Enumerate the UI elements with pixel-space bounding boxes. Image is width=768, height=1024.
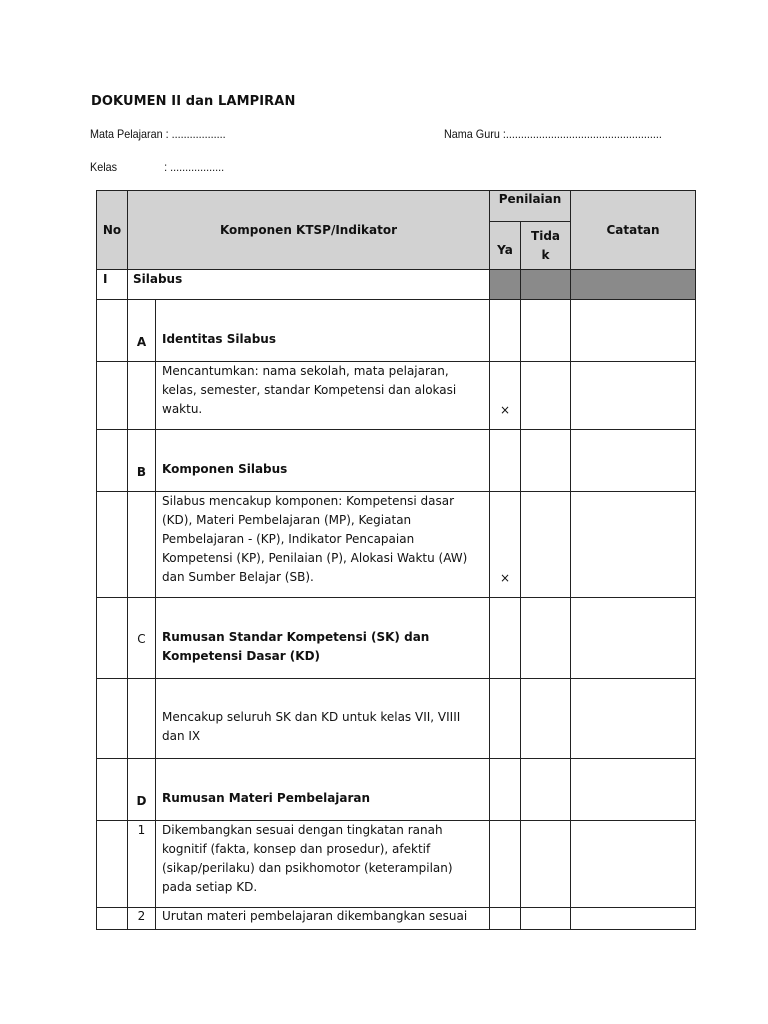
row-letter: D — [128, 759, 156, 821]
row-no — [521, 679, 571, 759]
row-text: Dikembangkan sesuai dengan tingkatan ranah kognitif (fakta, konsep dan prosedur), afektif (sikap/perilaku) dan psikhomotor (keterampilan) pada setiap KD. — [156, 821, 490, 908]
class-label: Kelas — [90, 160, 118, 174]
row-yes — [490, 679, 521, 759]
class-line — [90, 160, 224, 174]
section-label: Silabus — [128, 270, 490, 300]
row-blank-no — [97, 300, 128, 362]
row-no — [521, 492, 571, 598]
row-blank-no — [97, 430, 128, 492]
row-yes — [490, 430, 521, 492]
row-yes — [490, 759, 521, 821]
row-notes — [571, 492, 696, 598]
class-separator: : — [164, 160, 168, 174]
header-yes: Ya — [490, 222, 521, 270]
row-yes — [490, 908, 521, 930]
row-no — [521, 430, 571, 492]
class-value: .................. — [170, 160, 225, 174]
row-notes — [571, 430, 696, 492]
row-heading: Identitas Silabus — [156, 300, 490, 362]
row-no — [521, 759, 571, 821]
row-no — [521, 598, 571, 679]
row-heading: Rumusan Materi Pembelajaran — [156, 759, 490, 821]
row-notes — [571, 300, 696, 362]
header-assessment: Penilaian — [490, 191, 571, 222]
row-no — [521, 821, 571, 908]
row-blank-no — [97, 598, 128, 679]
row-yes — [490, 821, 521, 908]
row-blank-no — [97, 362, 128, 430]
row-blank-no — [97, 759, 128, 821]
row-notes — [571, 908, 696, 930]
header-no-answer — [521, 222, 571, 270]
row-text: Silabus mencakup komponen: Kompetensi dasar (KD), Materi Pembelajaran (MP), Kegiatan Pembelajaran - (KP), Indikator Pencapaian Kompetensi (KP), Penilaian (P), Alokasi Waktu (AW) dan Sumber Belajar (SB). — [156, 492, 490, 598]
row-notes — [571, 759, 696, 821]
row-text: Urutan materi pembelajaran dikembangkan sesuai — [156, 908, 490, 930]
header-component: Komponen KTSP/Indikator — [128, 191, 490, 270]
subject-value: .................. — [171, 127, 226, 141]
header-notes: Catatan — [571, 191, 696, 270]
header-no-answer-line2: k — [541, 247, 550, 262]
row-notes — [571, 679, 696, 759]
row-yes-mark: × — [490, 362, 521, 430]
section-number: I — [97, 270, 128, 300]
row-letter — [128, 492, 156, 598]
section-shade-yes — [490, 270, 521, 300]
row-number: 1 — [128, 821, 156, 908]
row-no — [521, 300, 571, 362]
row-text: Mencantumkan: nama sekolah, mata pelajaran, kelas, semester, standar Kompetensi dan alokasi waktu. — [156, 362, 490, 430]
row-letter — [128, 679, 156, 759]
row-letter: A — [128, 300, 156, 362]
header-no-answer-line1: Tida — [531, 228, 561, 243]
row-blank-no — [97, 679, 128, 759]
row-blank-no — [97, 821, 128, 908]
subject-line — [90, 127, 226, 141]
row-text: Mencakup seluruh SK dan KD untuk kelas VII, VIIII dan IX — [156, 679, 490, 759]
row-no — [521, 362, 571, 430]
row-blank-no — [97, 908, 128, 930]
section-shade-no — [521, 270, 571, 300]
row-heading: Rumusan Standar Kompetensi (SK) dan Kompetensi Dasar (KD) — [156, 598, 490, 679]
row-letter: C — [128, 598, 156, 679]
row-letter — [128, 362, 156, 430]
section-shade-notes — [571, 270, 696, 300]
row-yes — [490, 598, 521, 679]
row-notes — [571, 821, 696, 908]
subject-label: Mata Pelajaran : — [90, 127, 169, 141]
teacher-value: .................................................... — [505, 127, 662, 141]
checklist-table — [96, 190, 696, 930]
row-blank-no — [97, 492, 128, 598]
row-letter: B — [128, 430, 156, 492]
row-heading: Komponen Silabus — [156, 430, 490, 492]
document-title: DOKUMEN II dan LAMPIRAN — [91, 94, 296, 109]
teacher-label: Nama Guru : — [444, 127, 506, 141]
row-notes — [571, 598, 696, 679]
row-yes-mark: × — [490, 492, 521, 598]
row-notes — [571, 362, 696, 430]
header-no: No — [97, 191, 128, 270]
row-yes — [490, 300, 521, 362]
row-number: 2 — [128, 908, 156, 930]
teacher-line — [444, 127, 662, 141]
row-no — [521, 908, 571, 930]
